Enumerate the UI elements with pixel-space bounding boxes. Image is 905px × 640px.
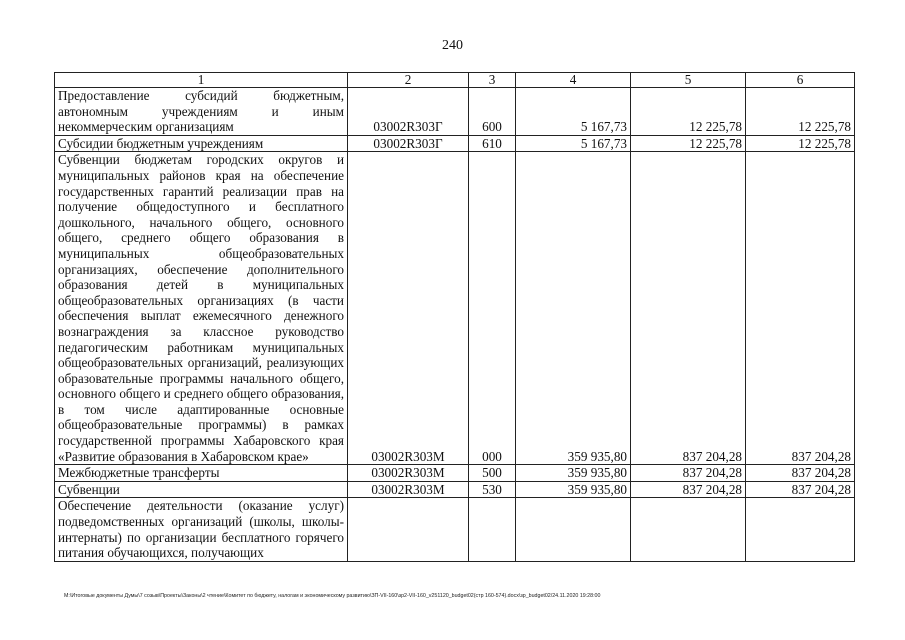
row-kind: 530 xyxy=(469,481,516,498)
column-header: 4 xyxy=(516,73,631,88)
row-value-4: 359 935,80 xyxy=(516,465,631,482)
table-header-row xyxy=(55,73,855,88)
column-header: 1 xyxy=(55,73,348,88)
row-name: Предоставление субсидий бюджетным, автономным учреждениям и иным некоммерческим организациям xyxy=(55,88,348,136)
table-row xyxy=(55,152,855,465)
row-code: 03002R303М xyxy=(348,481,469,498)
column-header: 3 xyxy=(469,73,516,88)
row-code xyxy=(348,498,469,561)
row-code: 03002R303Г xyxy=(348,88,469,136)
row-value-6: 12 225,78 xyxy=(746,135,855,152)
budget-table xyxy=(54,72,855,562)
row-value-6 xyxy=(746,498,855,561)
row-kind: 600 xyxy=(469,88,516,136)
row-value-6: 12 225,78 xyxy=(746,88,855,136)
row-value-6: 837 204,28 xyxy=(746,481,855,498)
row-name: Субсидии бюджетным учреждениям xyxy=(55,135,348,152)
row-value-4: 359 935,80 xyxy=(516,481,631,498)
row-value-5 xyxy=(631,498,746,561)
row-value-6: 837 204,28 xyxy=(746,465,855,482)
table-row xyxy=(55,465,855,482)
page-number: 240 xyxy=(442,38,463,53)
row-value-5: 837 204,28 xyxy=(631,481,746,498)
row-code: 03002R303Г xyxy=(348,135,469,152)
row-name: Обеспечение деятельности (оказание услуг) подведомственных организаций (школы, школы-интернаты) по организации бесплатного горячего питания обучающихся, получающих xyxy=(55,498,348,561)
table-row xyxy=(55,498,855,561)
row-kind: 000 xyxy=(469,152,516,465)
row-name: Межбюджетные трансферты xyxy=(55,465,348,482)
table-row xyxy=(55,88,855,136)
column-header: 6 xyxy=(746,73,855,88)
footer-file-path: M:\Итоговые документы Думы\7 созыв\Проекты\Законы\2 чтение\Комитет по бюджету, налогам и экономическому развитию\ЗП-VII-160\зр2-VII-160_v251120_budget02(стр 160-574).docx\зр_budget02/24.11.2020 19:28:00 xyxy=(64,593,601,599)
row-value-4: 359 935,80 xyxy=(516,152,631,465)
table-row xyxy=(55,481,855,498)
row-code: 03002R303М xyxy=(348,152,469,465)
row-value-6: 837 204,28 xyxy=(746,152,855,465)
column-header: 5 xyxy=(631,73,746,88)
row-code: 03002R303М xyxy=(348,465,469,482)
row-value-4 xyxy=(516,498,631,561)
row-name: Субвенции xyxy=(55,481,348,498)
column-header: 2 xyxy=(348,73,469,88)
row-kind xyxy=(469,498,516,561)
row-kind: 610 xyxy=(469,135,516,152)
row-name: Субвенции бюджетам городских округов и муниципальных районов края на обеспечение государственных гарантий реализации прав на получение общедоступного и бесплатного дошкольного, начального общего, основного общего, среднего общего образования в муниципальных общеобразовательных организациях, обеспечение дополнительного образования детей в муниципальных общеобразовательных организациях (в части обеспечения выплат ежемесячного денежного вознаграждения за классное руководство педагогическим работникам муниципальных общеобразовательных организаций, реализующих образовательные программы начального общего, основного общего и среднего общего образования, в том числе адаптированные основные общеобразовательные программы) в рамках государственной программы Хабаровского края «Развитие образования в Хабаровском крае» xyxy=(55,152,348,465)
row-value-5: 12 225,78 xyxy=(631,88,746,136)
row-value-5: 837 204,28 xyxy=(631,465,746,482)
row-kind: 500 xyxy=(469,465,516,482)
table-row xyxy=(55,135,855,152)
row-value-4: 5 167,73 xyxy=(516,88,631,136)
row-value-4: 5 167,73 xyxy=(516,135,631,152)
row-value-5: 837 204,28 xyxy=(631,152,746,465)
row-value-5: 12 225,78 xyxy=(631,135,746,152)
